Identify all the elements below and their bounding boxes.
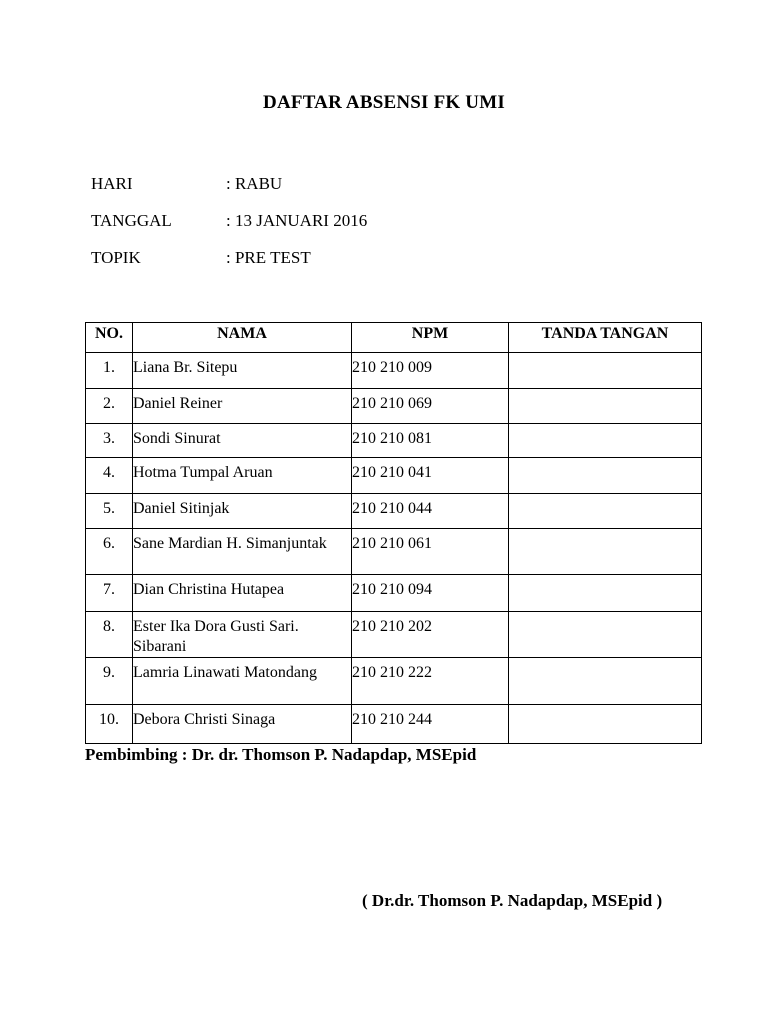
row-signature-cell[interactable]: [509, 494, 702, 529]
row-no: 3.: [86, 424, 133, 458]
row-signature-cell[interactable]: [509, 389, 702, 424]
row-no: 9.: [86, 658, 133, 705]
table-row: [86, 612, 702, 658]
row-no: 10.: [86, 705, 133, 744]
tanggal-value: : 13 JANUARI 2016: [226, 211, 368, 230]
row-signature-cell[interactable]: [509, 353, 702, 389]
row-nama: Sane Mardian H. Simanjuntak: [133, 529, 352, 575]
row-no: 7.: [86, 575, 133, 612]
attendance-table: [85, 322, 702, 744]
row-signature-cell[interactable]: [509, 529, 702, 575]
row-npm: 210 210 044: [352, 494, 509, 529]
row-nama: Liana Br. Sitepu: [133, 353, 352, 389]
header-no: NO.: [86, 323, 133, 353]
table-row: [86, 658, 702, 705]
row-no: 4.: [86, 458, 133, 494]
row-no: 5.: [86, 494, 133, 529]
row-npm: 210 210 202: [352, 612, 509, 658]
table-row: [86, 353, 702, 389]
hari-label: HARI: [91, 174, 133, 193]
table-row: [86, 389, 702, 424]
document-title: DAFTAR ABSENSI FK UMI: [263, 92, 505, 113]
row-no: 2.: [86, 389, 133, 424]
row-no: 1.: [86, 353, 133, 389]
table-row: [86, 705, 702, 744]
row-signature-cell[interactable]: [509, 658, 702, 705]
row-nama: Dian Christina Hutapea: [133, 575, 352, 612]
row-nama: Lamria Linawati Matondang: [133, 658, 352, 705]
topik-label: TOPIK: [91, 248, 141, 267]
row-signature-cell[interactable]: [509, 705, 702, 744]
row-nama: Daniel Reiner: [133, 389, 352, 424]
row-signature-cell[interactable]: [509, 458, 702, 494]
signature-name: ( Dr.dr. Thomson P. Nadapdap, MSEpid ): [362, 891, 663, 910]
row-nama: Ester Ika Dora Gusti Sari. Sibarani: [133, 612, 352, 658]
row-nama: Debora Christi Sinaga: [133, 705, 352, 744]
row-signature-cell[interactable]: [509, 612, 702, 658]
header-npm: NPM: [352, 323, 509, 353]
row-nama: Sondi Sinurat: [133, 424, 352, 458]
hari-value: : RABU: [226, 174, 283, 193]
topik-value: : PRE TEST: [226, 248, 311, 267]
table-row: [86, 424, 702, 458]
row-npm: 210 210 244: [352, 705, 509, 744]
row-npm: 210 210 094: [352, 575, 509, 612]
row-no: 6.: [86, 529, 133, 575]
table-row: [86, 458, 702, 494]
row-npm: 210 210 061: [352, 529, 509, 575]
row-signature-cell[interactable]: [509, 575, 702, 612]
table-row: [86, 575, 702, 612]
row-npm: 210 210 081: [352, 424, 509, 458]
supervisor-line: Pembimbing : Dr. dr. Thomson P. Nadapdap, MSEpid: [85, 745, 477, 764]
row-npm: 210 210 069: [352, 389, 509, 424]
table-row: [86, 494, 702, 529]
table-row: [86, 529, 702, 575]
row-nama: Hotma Tumpal Aruan: [133, 458, 352, 494]
row-npm: 210 210 222: [352, 658, 509, 705]
header-nama: NAMA: [133, 323, 352, 353]
row-no: 8.: [86, 612, 133, 658]
row-nama: Daniel Sitinjak: [133, 494, 352, 529]
row-signature-cell[interactable]: [509, 424, 702, 458]
header-tanda-tangan: TANDA TANGAN: [509, 323, 702, 353]
tanggal-label: TANGGAL: [91, 211, 172, 230]
table-header-row: [86, 323, 702, 353]
row-npm: 210 210 041: [352, 458, 509, 494]
row-npm: 210 210 009: [352, 353, 509, 389]
